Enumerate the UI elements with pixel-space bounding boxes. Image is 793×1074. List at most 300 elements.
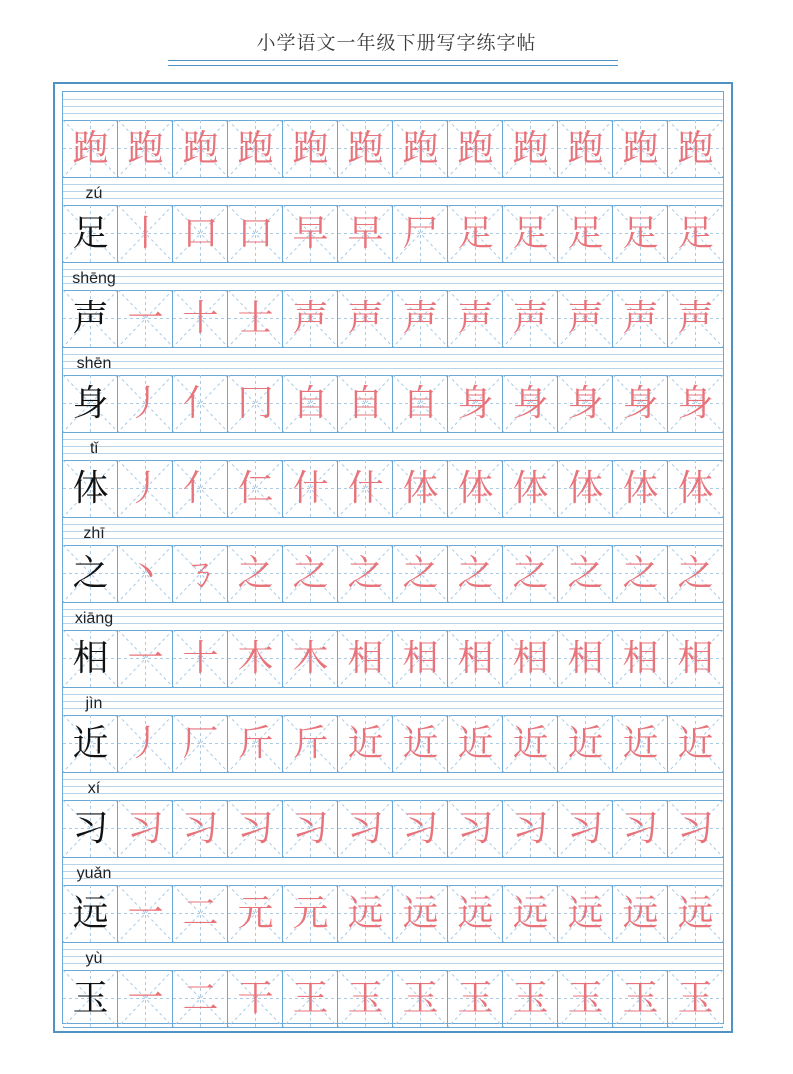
practice-row — [63, 687, 723, 772]
model-character-cell — [63, 460, 118, 517]
trace-character-cell — [503, 545, 558, 602]
trace-character-cell — [503, 375, 558, 432]
practice-row — [63, 772, 723, 857]
trace-character-cell — [228, 375, 283, 432]
trace-character-cell — [118, 970, 173, 1027]
trace-character: 玉 — [457, 978, 494, 1019]
model-character: 习 — [72, 808, 109, 849]
trace-character-cell — [448, 885, 503, 942]
trace-character-cell — [558, 205, 613, 262]
trace-character: 远 — [402, 893, 439, 934]
trace-character: 木 — [292, 638, 329, 679]
practice-row — [63, 177, 723, 262]
trace-character: 远 — [347, 893, 384, 934]
trace-character-cell — [338, 970, 393, 1027]
trace-character: 尸 — [402, 213, 439, 254]
trace-character: 跑 — [402, 128, 439, 169]
trace-character: 足 — [567, 213, 604, 254]
trace-character-cell — [228, 205, 283, 262]
trace-character: 身 — [622, 383, 659, 424]
trace-character: 近 — [677, 723, 714, 764]
trace-character-cell — [448, 545, 503, 602]
trace-character-cell — [393, 290, 448, 347]
trace-character: 一 — [127, 978, 164, 1019]
pinyin-band — [63, 347, 723, 376]
model-character: 足 — [72, 213, 109, 254]
character-cells — [63, 290, 723, 348]
model-character: 身 — [72, 383, 109, 424]
model-character-cell — [63, 545, 118, 602]
trace-character: 之 — [567, 553, 604, 594]
trace-character-cell — [558, 800, 613, 857]
trace-character: 习 — [457, 808, 494, 849]
trace-character-cell — [503, 715, 558, 772]
trace-character-cell — [118, 120, 173, 177]
trace-character-cell — [613, 120, 668, 177]
trace-character-cell — [338, 205, 393, 262]
trace-character: 体 — [402, 468, 439, 509]
trace-character: 干 — [237, 978, 274, 1019]
character-cells — [63, 120, 723, 178]
trace-character: 远 — [622, 893, 659, 934]
trace-character-cell — [613, 885, 668, 942]
trace-character-cell — [338, 375, 393, 432]
trace-character: 跑 — [182, 128, 219, 169]
trace-character-cell — [448, 715, 503, 772]
practice-row — [63, 92, 723, 177]
practice-row — [63, 517, 723, 602]
character-cells — [63, 205, 723, 263]
practice-row — [63, 602, 723, 687]
trace-character: 丿 — [127, 468, 164, 509]
trace-character-cell — [393, 460, 448, 517]
trace-character: 近 — [512, 723, 549, 764]
practice-row — [63, 432, 723, 517]
trace-character-cell — [173, 800, 228, 857]
trace-character: 亻 — [182, 383, 219, 424]
trace-character-cell — [558, 290, 613, 347]
model-character-cell — [63, 715, 118, 772]
pinyin-band — [63, 262, 723, 291]
pinyin-band — [63, 602, 723, 631]
trace-character-cell — [448, 800, 503, 857]
trace-character: 相 — [457, 638, 494, 679]
trace-character: 近 — [402, 723, 439, 764]
trace-character-cell — [173, 970, 228, 1027]
trace-character-cell — [338, 460, 393, 517]
pinyin-band — [63, 772, 723, 801]
trace-character-cell — [613, 205, 668, 262]
practice-sheet — [53, 82, 733, 1033]
trace-character: 足 — [622, 213, 659, 254]
model-character-cell — [63, 205, 118, 262]
trace-character: 身 — [567, 383, 604, 424]
trace-character: 习 — [127, 808, 164, 849]
trace-character: 木 — [237, 638, 274, 679]
trace-character: 斤 — [237, 723, 274, 764]
trace-character: 身 — [457, 383, 494, 424]
trace-character: 声 — [347, 298, 384, 339]
trace-character: 冂 — [237, 383, 274, 424]
trace-character: 口 — [182, 213, 219, 254]
trace-character-cell — [338, 715, 393, 772]
trace-character-cell — [613, 375, 668, 432]
trace-character-cell — [228, 630, 283, 687]
trace-character: 一 — [127, 893, 164, 934]
trace-character: 之 — [292, 553, 329, 594]
trace-character-cell — [118, 715, 173, 772]
practice-row — [63, 857, 723, 942]
trace-character: 跑 — [567, 128, 604, 169]
trace-character: 体 — [677, 468, 714, 509]
trace-character: 相 — [402, 638, 439, 679]
pinyin-label: shēng — [72, 270, 116, 287]
trace-character-cell — [558, 970, 613, 1027]
trace-character-cell — [283, 715, 338, 772]
trace-character-cell — [503, 970, 558, 1027]
trace-character-cell — [228, 545, 283, 602]
character-cells — [63, 970, 723, 1028]
trace-character: 相 — [677, 638, 714, 679]
trace-character-cell — [228, 460, 283, 517]
trace-character-cell — [668, 970, 723, 1027]
trace-character-cell — [393, 800, 448, 857]
trace-character-cell — [173, 715, 228, 772]
trace-character: 一 — [127, 638, 164, 679]
trace-character: 元 — [237, 893, 274, 934]
trace-character-cell — [448, 120, 503, 177]
trace-character-cell — [668, 800, 723, 857]
trace-character: 习 — [402, 808, 439, 849]
trace-character-cell — [283, 970, 338, 1027]
character-cells — [63, 800, 723, 858]
trace-character-cell — [558, 545, 613, 602]
trace-character: 习 — [677, 808, 714, 849]
trace-character-cell — [283, 460, 338, 517]
trace-character-cell — [393, 120, 448, 177]
model-character: 近 — [72, 723, 109, 764]
trace-character-cell — [558, 375, 613, 432]
trace-character-cell — [393, 885, 448, 942]
trace-character-cell — [118, 630, 173, 687]
trace-character-cell — [338, 120, 393, 177]
pinyin-label: tǐ — [90, 440, 98, 457]
trace-character-cell — [393, 205, 448, 262]
trace-character-cell — [613, 460, 668, 517]
trace-character: 跑 — [292, 128, 329, 169]
trace-character-cell — [448, 630, 503, 687]
trace-character-cell — [668, 205, 723, 262]
trace-character: 声 — [292, 298, 329, 339]
trace-character-cell — [118, 205, 173, 262]
tianzige-grid — [62, 91, 724, 1024]
trace-character: 丶 — [127, 553, 164, 594]
trace-character: 仁 — [237, 468, 274, 509]
practice-row — [63, 347, 723, 432]
trace-character: 什 — [292, 468, 329, 509]
model-character-cell — [63, 800, 118, 857]
trace-character-cell — [668, 460, 723, 517]
trace-character: 习 — [512, 808, 549, 849]
trace-character: 厂 — [182, 723, 219, 764]
trace-character-cell — [558, 715, 613, 772]
trace-character-cell — [613, 715, 668, 772]
trace-character: 自 — [402, 383, 439, 424]
trace-character: 足 — [512, 213, 549, 254]
trace-character-cell — [448, 970, 503, 1027]
trace-character: 近 — [567, 723, 604, 764]
trace-character: 声 — [402, 298, 439, 339]
pinyin-band — [63, 177, 723, 206]
pinyin-band — [63, 942, 723, 971]
trace-character: 亻 — [182, 468, 219, 509]
trace-character: 十 — [182, 638, 219, 679]
trace-character: 早 — [347, 213, 384, 254]
trace-character-cell — [448, 375, 503, 432]
trace-character-cell — [558, 885, 613, 942]
pinyin-label: jìn — [85, 695, 103, 712]
trace-character: 习 — [237, 808, 274, 849]
model-character-cell — [63, 290, 118, 347]
trace-character: 跑 — [127, 128, 164, 169]
trace-character-cell — [393, 375, 448, 432]
pinyin-label: shēn — [76, 355, 112, 372]
trace-character-cell — [173, 375, 228, 432]
trace-character-cell — [503, 290, 558, 347]
trace-character-cell — [118, 545, 173, 602]
trace-character: 自 — [347, 383, 384, 424]
model-character-cell — [63, 630, 118, 687]
trace-character-cell — [503, 885, 558, 942]
pinyin-label: zú — [85, 185, 103, 202]
trace-character-cell — [338, 290, 393, 347]
title-underline — [168, 60, 618, 66]
trace-character-cell — [173, 885, 228, 942]
trace-character: 玉 — [512, 978, 549, 1019]
trace-character: 之 — [237, 553, 274, 594]
trace-character-cell — [448, 460, 503, 517]
trace-character: 跑 — [677, 128, 714, 169]
trace-character: 远 — [677, 893, 714, 934]
trace-character-cell — [613, 970, 668, 1027]
trace-character: 口 — [237, 213, 274, 254]
trace-character: 一 — [127, 298, 164, 339]
trace-character-cell — [228, 120, 283, 177]
trace-character-cell — [668, 715, 723, 772]
pinyin-label: yuǎn — [76, 865, 112, 882]
page-title: 小学语文一年级下册写字练字帖 — [256, 32, 537, 54]
trace-character-cell — [668, 290, 723, 347]
trace-character-cell — [118, 800, 173, 857]
trace-character-cell — [283, 375, 338, 432]
trace-character: 相 — [347, 638, 384, 679]
trace-character-cell — [118, 290, 173, 347]
trace-character: 之 — [677, 553, 714, 594]
trace-character-cell — [173, 290, 228, 347]
pinyin-band — [63, 432, 723, 461]
trace-character-cell — [338, 885, 393, 942]
trace-character: 相 — [622, 638, 659, 679]
trace-character: 声 — [512, 298, 549, 339]
trace-character: 之 — [402, 553, 439, 594]
trace-character: 王 — [292, 978, 329, 1019]
trace-character: 近 — [347, 723, 384, 764]
trace-character: 丿 — [127, 383, 164, 424]
trace-character-cell — [283, 290, 338, 347]
trace-character-cell — [173, 120, 228, 177]
trace-character-cell — [558, 460, 613, 517]
trace-character-cell — [503, 630, 558, 687]
trace-character: 跑 — [512, 128, 549, 169]
trace-character: 玉 — [567, 978, 604, 1019]
trace-character-cell — [173, 205, 228, 262]
trace-character-cell — [338, 630, 393, 687]
trace-character-cell — [503, 800, 558, 857]
character-cells — [63, 545, 723, 603]
trace-character: 声 — [677, 298, 714, 339]
trace-character-cell — [613, 290, 668, 347]
model-character: 玉 — [72, 978, 109, 1019]
trace-character: 习 — [622, 808, 659, 849]
trace-character-cell — [118, 885, 173, 942]
trace-character: 之 — [622, 553, 659, 594]
trace-character-cell — [228, 290, 283, 347]
trace-character-cell — [393, 715, 448, 772]
pinyin-band — [63, 857, 723, 886]
model-character-cell — [63, 885, 118, 942]
trace-character-cell — [228, 715, 283, 772]
pinyin-band — [63, 517, 723, 546]
trace-character-cell — [338, 800, 393, 857]
trace-character-cell — [228, 800, 283, 857]
trace-character: 身 — [677, 383, 714, 424]
character-cells — [63, 460, 723, 518]
trace-character: 元 — [292, 893, 329, 934]
model-character-cell — [63, 120, 118, 177]
pinyin-band — [63, 92, 723, 121]
trace-character: 体 — [457, 468, 494, 509]
trace-character-cell — [118, 460, 173, 517]
trace-character: 体 — [622, 468, 659, 509]
trace-character: 近 — [457, 723, 494, 764]
trace-character: 习 — [292, 808, 329, 849]
trace-character: 相 — [567, 638, 604, 679]
trace-character-cell — [173, 545, 228, 602]
trace-character: 声 — [457, 298, 494, 339]
trace-character-cell — [558, 630, 613, 687]
trace-character-cell — [448, 205, 503, 262]
pinyin-band — [63, 687, 723, 716]
trace-character: 玉 — [677, 978, 714, 1019]
trace-character-cell — [173, 460, 228, 517]
trace-character: 远 — [457, 893, 494, 934]
trace-character: 习 — [347, 808, 384, 849]
trace-character: 丿 — [127, 723, 164, 764]
pinyin-label: xí — [87, 780, 101, 797]
trace-character-cell — [283, 630, 338, 687]
practice-row — [63, 262, 723, 347]
trace-character: 跑 — [237, 128, 274, 169]
pinyin-label: zhī — [83, 525, 105, 542]
model-character: 跑 — [72, 128, 109, 169]
character-cells — [63, 885, 723, 943]
trace-character: 什 — [347, 468, 384, 509]
trace-character-cell — [228, 885, 283, 942]
trace-character-cell — [393, 970, 448, 1027]
trace-character-cell — [283, 885, 338, 942]
trace-character-cell — [283, 120, 338, 177]
trace-character: 二 — [182, 978, 219, 1019]
trace-character: 相 — [512, 638, 549, 679]
trace-character: 自 — [292, 383, 329, 424]
trace-character: 声 — [567, 298, 604, 339]
trace-character-cell — [613, 630, 668, 687]
model-character: 体 — [72, 468, 109, 509]
pinyin-label: yù — [85, 950, 103, 967]
model-character: 相 — [72, 638, 109, 679]
trace-character-cell — [613, 800, 668, 857]
character-cells — [63, 375, 723, 433]
character-cells — [63, 715, 723, 773]
trace-character-cell — [393, 545, 448, 602]
trace-character: 习 — [182, 808, 219, 849]
trace-character: 跑 — [622, 128, 659, 169]
trace-character: 体 — [512, 468, 549, 509]
trace-character-cell — [393, 630, 448, 687]
trace-character: ㄋ — [182, 553, 219, 594]
trace-character: 习 — [567, 808, 604, 849]
model-character: 远 — [72, 893, 109, 934]
trace-character-cell — [283, 800, 338, 857]
model-character-cell — [63, 375, 118, 432]
trace-character-cell — [668, 630, 723, 687]
practice-row — [63, 942, 723, 1027]
trace-character: 之 — [347, 553, 384, 594]
model-character: 声 — [72, 298, 109, 339]
trace-character: 二 — [182, 893, 219, 934]
model-character-cell — [63, 970, 118, 1027]
trace-character: 玉 — [622, 978, 659, 1019]
trace-character: 体 — [567, 468, 604, 509]
trace-character-cell — [118, 375, 173, 432]
trace-character-cell — [503, 460, 558, 517]
trace-character: 之 — [457, 553, 494, 594]
trace-character-cell — [558, 120, 613, 177]
trace-character: 跑 — [347, 128, 384, 169]
trace-character-cell — [283, 205, 338, 262]
trace-character: 玉 — [402, 978, 439, 1019]
trace-character-cell — [613, 545, 668, 602]
trace-character-cell — [448, 290, 503, 347]
trace-character-cell — [668, 885, 723, 942]
trace-character-cell — [173, 630, 228, 687]
trace-character-cell — [283, 545, 338, 602]
trace-character-cell — [503, 205, 558, 262]
pinyin-label: xiāng — [74, 610, 114, 627]
trace-character-cell — [503, 120, 558, 177]
trace-character: 之 — [512, 553, 549, 594]
trace-character: 丨 — [127, 213, 164, 254]
trace-character: 士 — [237, 298, 274, 339]
trace-character: 十 — [182, 298, 219, 339]
trace-character-cell — [668, 545, 723, 602]
trace-character: 足 — [677, 213, 714, 254]
trace-character-cell — [668, 120, 723, 177]
trace-character-cell — [668, 375, 723, 432]
trace-character: 身 — [512, 383, 549, 424]
trace-character: 近 — [622, 723, 659, 764]
trace-character-cell — [228, 970, 283, 1027]
